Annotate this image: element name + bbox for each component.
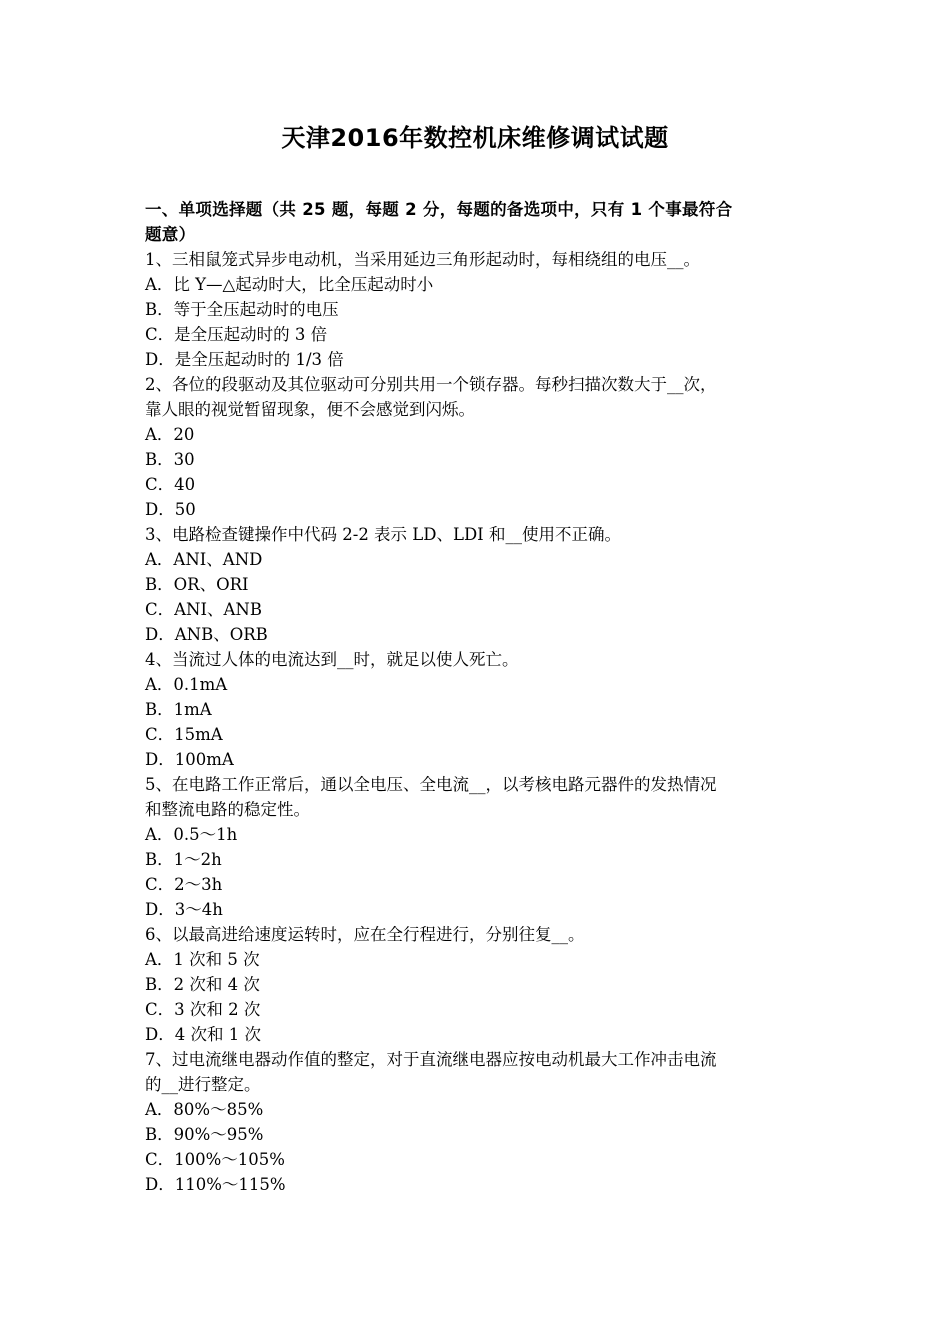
section-heading-line-1: 一、单项选择题（共 25 题，每题 2 分，每题的备选项中，只有 1 个事最符合 xyxy=(145,200,733,219)
option-c: C．15mA xyxy=(145,725,223,744)
option-a: A．20 xyxy=(145,425,195,444)
option-d: D．100mA xyxy=(145,750,234,769)
option-a: A．1 次和 5 次 xyxy=(145,950,260,969)
option-a: A．0.1mA xyxy=(145,675,228,694)
document-body xyxy=(145,197,810,1197)
option-b: B．等于全压起动时的电压 xyxy=(145,300,339,319)
question-text: 6、以最高进给速度运转时，应在全行程进行，分别往复__。 xyxy=(145,925,585,944)
question-text-continued: 的__进行整定。 xyxy=(145,1075,261,1094)
option-c: C．100%～105% xyxy=(145,1150,285,1169)
question-text: 4、当流过人体的电流达到__时，就足以使人死亡。 xyxy=(145,650,519,669)
option-b: B．2 次和 4 次 xyxy=(145,975,260,994)
option-d: D．是全压起动时的 1/3 倍 xyxy=(145,350,344,369)
section-heading xyxy=(145,197,810,247)
option-b: B．90%～95% xyxy=(145,1125,264,1144)
question-text: 1、三相鼠笼式异步电动机，当采用延边三角形起动时，每相绕组的电压__。 xyxy=(145,250,700,269)
option-b: B．1mA xyxy=(145,700,212,719)
option-d: D．50 xyxy=(145,500,196,519)
option-c: C．2～3h xyxy=(145,875,223,894)
question-3 xyxy=(145,522,810,647)
option-d: D．4 次和 1 次 xyxy=(145,1025,261,1044)
question-text-continued: 靠人眼的视觉暂留现象，便不会感觉到闪烁。 xyxy=(145,400,475,419)
option-a: A．比 Y—△起动时大，比全压起动时小 xyxy=(145,275,434,294)
question-5 xyxy=(145,772,810,922)
option-c: C．ANI、ANB xyxy=(145,600,262,619)
question-text: 5、在电路工作正常后，通以全电压、全电流__，以考核电路元器件的发热情况 xyxy=(145,775,717,794)
option-d: D．ANB、ORB xyxy=(145,625,268,644)
question-1 xyxy=(145,247,810,372)
section-heading-line-2: 题意） xyxy=(145,225,196,244)
question-text: 3、电路检查键操作中代码 2-2 表示 LD、LDI 和__使用不正确。 xyxy=(145,525,621,544)
option-d: D．3～4h xyxy=(145,900,223,919)
option-d: D．110%～115% xyxy=(145,1175,286,1194)
question-2 xyxy=(145,372,810,522)
option-a: A．ANI、AND xyxy=(145,550,263,569)
option-a: A．0.5～1h xyxy=(145,825,238,844)
document-title: 天津2016年数控机床维修调试试题 xyxy=(281,124,669,152)
question-text-continued: 和整流电路的稳定性。 xyxy=(145,800,310,819)
option-c: C．是全压起动时的 3 倍 xyxy=(145,325,328,344)
option-c: C．3 次和 2 次 xyxy=(145,1000,261,1019)
question-text: 2、各位的段驱动及其位驱动可分别共用一个锁存器。每秒扫描次数大于__次， xyxy=(145,375,717,394)
question-6 xyxy=(145,922,810,1047)
option-b: B．OR、ORI xyxy=(145,575,249,594)
question-text: 7、过电流继电器动作值的整定，对于直流继电器应按电动机最大工作冲击电流 xyxy=(145,1050,717,1069)
question-4 xyxy=(145,647,810,772)
option-b: B．1～2h xyxy=(145,850,222,869)
option-a: A．80%～85% xyxy=(145,1100,264,1119)
question-7 xyxy=(145,1047,810,1197)
option-b: B．30 xyxy=(145,450,195,469)
option-c: C．40 xyxy=(145,475,196,494)
